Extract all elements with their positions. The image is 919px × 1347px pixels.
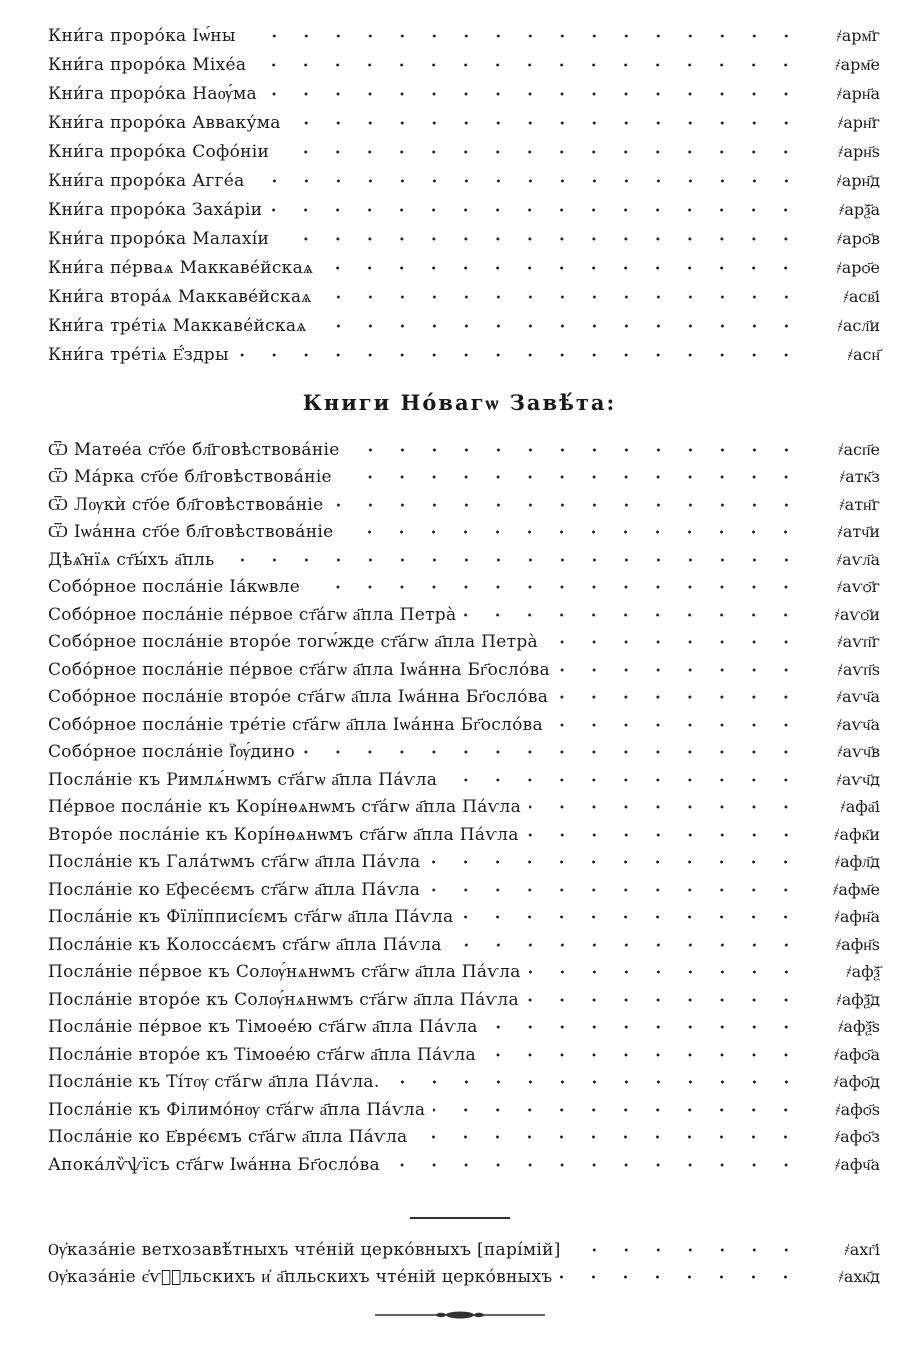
entry-page-number: ҂афн҃а bbox=[834, 907, 880, 927]
dot-leader bbox=[254, 63, 802, 67]
toc-entry bbox=[48, 986, 880, 1014]
entry-title: Кни́га втора́ѧ Маккаве́йскаѧ bbox=[48, 286, 312, 307]
appendix-list bbox=[48, 1236, 880, 1290]
dot-leader bbox=[529, 805, 802, 809]
toc-entry bbox=[48, 656, 880, 684]
entry-page-number: ҂арн҃г bbox=[837, 112, 880, 132]
entry-page-number: ҂аѵч҃д bbox=[836, 769, 880, 789]
toc-entry bbox=[48, 546, 880, 574]
entry-title: Кни́га проро́ка Міхе́а bbox=[48, 54, 247, 75]
entry-page-number: ҂атк҃з bbox=[839, 467, 880, 487]
toc-entry bbox=[48, 491, 880, 519]
toc-entry bbox=[48, 1014, 880, 1042]
entry-title: Ѹ҆каза́ніе ветхозавѣ́тныхъ чте́ній церко́вныхъ [парі́мій] bbox=[48, 1239, 561, 1260]
dot-leader bbox=[223, 558, 802, 562]
entry-title: Второ́е посла́ніе къ Корі́нѳѧнѡмъ ст҃а́гѡ а҃пла Па́ѵла bbox=[48, 824, 519, 845]
entry-title: Пе́рвое посла́ніе къ Корі́нѳѧнѡмъ ст҃а́гѡ а҃пла Па́ѵла bbox=[48, 797, 522, 818]
dot-leader bbox=[445, 778, 802, 782]
entry-page-number: ҂ахк҃д bbox=[838, 1266, 880, 1286]
entry-page-number: ҂афѯ҃ѕ bbox=[838, 1017, 880, 1037]
dot-leader bbox=[388, 1163, 802, 1167]
entry-title: Посла́ніе ко Е҆фесе́ємъ ст҃а́гѡ а҃пла Па́ѵла bbox=[48, 879, 421, 900]
toc-entry bbox=[48, 340, 880, 369]
entry-title: Собо́рное посла́ніе пе́рвое ст҃а́гѡ а҃пла Іѡа́нна Бг҃осло́ва bbox=[48, 659, 550, 680]
entry-title: Кни́га тре́тіѧ Е҆́здры bbox=[48, 344, 229, 365]
toc-entry bbox=[48, 1124, 880, 1152]
dot-leader bbox=[341, 530, 802, 534]
entry-page-number: ҂арн҃а bbox=[836, 83, 880, 103]
entry-title: Кни́га проро́ка Софо́ніи bbox=[48, 141, 270, 162]
entry-page-number: ҂арѻ҃в bbox=[836, 228, 880, 248]
entry-page-number: ҂аѵѻ҃и bbox=[834, 604, 880, 624]
dot-leader bbox=[450, 943, 802, 947]
entry-page-number: ҂афѻ҃з bbox=[834, 1127, 880, 1147]
dot-leader bbox=[546, 640, 802, 644]
dot-leader bbox=[461, 915, 802, 919]
toc-entry bbox=[48, 1263, 880, 1290]
dot-leader bbox=[415, 1135, 802, 1139]
entry-page-number: ҂ахг҃і bbox=[844, 1239, 880, 1259]
dot-leader bbox=[315, 324, 802, 328]
entry-page-number: ҂афѯ҃ bbox=[846, 962, 880, 982]
toc-entry bbox=[48, 224, 880, 253]
entry-page-number: ҂афч҃а bbox=[835, 1154, 880, 1174]
entry-page-number: ҂аѵп҃ѕ bbox=[837, 659, 880, 679]
entry-title: Посла́ніе къ Римлѧ́нѡмъ ст҃а́гѡ а҃пла Па́ѵла bbox=[48, 769, 438, 790]
entry-title: Собо́рное посла́ніе тре́тіе ст҃а́гѡ а҃пла Іѡа́нна Бг҃осло́ва bbox=[48, 714, 543, 735]
entry-title: Собо́рное посла́ніе второ́е тогѡ́жде ст҃а́гѡ а҃пла Петра̀ bbox=[48, 632, 538, 653]
dot-leader bbox=[388, 1080, 802, 1084]
entry-page-number: ҂аѵѻ҃г bbox=[836, 577, 880, 597]
entry-page-number: ҂атн҃г bbox=[839, 494, 880, 514]
dot-leader bbox=[237, 353, 802, 357]
entry-title: Кни́га проро́ка Агге́а bbox=[48, 170, 245, 191]
dot-leader bbox=[428, 888, 802, 892]
entry-title: Посла́ніе ко Е҆вре́ємъ ст҃а́гѡ а҃пла Па́ѵла bbox=[48, 1127, 408, 1148]
dot-leader bbox=[277, 237, 802, 241]
entry-page-number: ҂афѻ҃ѕ bbox=[835, 1099, 880, 1119]
entry-title: Кни́га проро́ка Іѡ́ны bbox=[48, 25, 236, 46]
entry-page-number: ҂афѻ҃а bbox=[834, 1044, 880, 1064]
entry-title: Ѹ҆каза́ніе є҆ѵⷢ҇льскихъ и҆ а҃пльскихъ чте́ній церко́вныхъ bbox=[48, 1266, 553, 1287]
entry-title: Кни́га проро́ка Наѹ́ма bbox=[48, 83, 257, 104]
entry-page-number: ҂арм҃е bbox=[835, 54, 880, 74]
entry-page-number: ҂афн҃ѕ bbox=[835, 934, 880, 954]
section-divider bbox=[410, 1217, 510, 1219]
dot-leader bbox=[527, 998, 802, 1002]
dot-leader bbox=[320, 295, 802, 299]
entry-title: Собо́рное посла́ніе второ́е ст҃а́гѡ а҃пла Іѡа́нна Бг҃осло́ва bbox=[48, 687, 549, 708]
entry-title: Посла́ніе къ Фїлїпписі́ємъ ст҃а́гѡ а҃пла Па́ѵла bbox=[48, 907, 454, 928]
entry-page-number: ҂афм҃е bbox=[833, 879, 880, 899]
new-testament-heading: Книги Но́вагѡ Завѣ́та: bbox=[302, 390, 617, 415]
dot-leader bbox=[253, 179, 802, 183]
entry-title: Дѣѧ̑нїѧ ст҃ы́хъ а҃пль bbox=[48, 549, 215, 570]
dot-leader bbox=[308, 585, 802, 589]
toc-entry bbox=[48, 166, 880, 195]
dot-leader bbox=[332, 503, 802, 507]
dot-leader bbox=[484, 1053, 802, 1057]
entry-title: Посла́ніе къ Колосса́ємъ ст҃а́гѡ а҃пла Па́ѵла bbox=[48, 934, 442, 955]
toc-entry bbox=[48, 794, 880, 822]
entry-title: Ѿ Ма́рка ст҃о́е бл҃говѣствова́ніе bbox=[48, 467, 332, 488]
dot-leader bbox=[558, 668, 802, 672]
entry-title: Собо́рное посла́ніе Іа́кѡвле bbox=[48, 577, 301, 598]
toc-entry bbox=[48, 50, 880, 79]
toc-entry bbox=[48, 959, 880, 987]
entry-title: Собо́рное посла́ніе Ї҆ѹ́дино bbox=[48, 742, 296, 763]
toc-entry bbox=[48, 629, 880, 657]
entry-page-number: ҂афа҃і bbox=[840, 797, 880, 817]
toc-entry bbox=[48, 519, 880, 547]
toc-entry bbox=[48, 931, 880, 959]
entry-title: Посла́ніе къ Філимо́нѹ ст҃а́гѡ а҃пла Па́ѵла bbox=[48, 1099, 426, 1120]
entry-page-number: ҂афл҃д bbox=[834, 852, 880, 872]
entry-title: Посла́ніе второ́е къ Тімоѳе́ю ст҃а́гѡ а҃пла Па́ѵла bbox=[48, 1044, 476, 1065]
toc-entry bbox=[48, 108, 880, 137]
dot-leader bbox=[265, 92, 802, 96]
dot-leader bbox=[289, 121, 802, 125]
dot-leader bbox=[529, 970, 802, 974]
toc-entry bbox=[48, 849, 880, 877]
dot-leader bbox=[321, 266, 802, 270]
toc-entry bbox=[48, 766, 880, 794]
entry-title: Апока́лѷѱїсъ ст҃а́гѡ Іѡа́нна Бг҃осло́ва bbox=[48, 1154, 380, 1175]
toc-entry bbox=[48, 282, 880, 311]
entry-title: Кни́га тре́тіѧ Маккаве́йскаѧ bbox=[48, 315, 307, 336]
dot-leader bbox=[486, 1025, 802, 1029]
entry-page-number: ҂арѯ҃а bbox=[839, 199, 880, 219]
toc-entry bbox=[48, 464, 880, 492]
dot-leader bbox=[433, 1108, 802, 1112]
entry-title: Кни́га проро́ка Заха́ріи bbox=[48, 199, 263, 220]
toc-entry bbox=[48, 821, 880, 849]
entry-title: Кни́га пе́рваѧ Маккаве́йскаѧ bbox=[48, 257, 314, 278]
entry-page-number: ҂асл҃и bbox=[837, 315, 880, 335]
toc-entry bbox=[48, 195, 880, 224]
toc-entry bbox=[48, 1151, 880, 1179]
toc-entry bbox=[48, 21, 880, 50]
dot-leader bbox=[270, 208, 802, 212]
entry-page-number: ҂афѻ҃д bbox=[833, 1072, 880, 1092]
toc-entry bbox=[48, 436, 880, 464]
dot-leader bbox=[556, 695, 802, 699]
toc-entry bbox=[48, 311, 880, 340]
entry-page-number: ҂арн҃ѕ bbox=[838, 141, 880, 161]
dot-leader bbox=[527, 833, 802, 837]
entry-title: Ѿ Лѹкѝ ст҃о́е бл҃говѣствова́ніе bbox=[48, 494, 324, 515]
old-testament-list bbox=[48, 21, 880, 369]
entry-page-number: ҂арн҃д bbox=[836, 170, 880, 190]
toc-entry bbox=[48, 79, 880, 108]
entry-title: Ѿ Іѡа́нна ст҃о́е бл҃говѣствова́ніе bbox=[48, 522, 334, 543]
entry-title: Посла́ніе къ Гала́тѡмъ ст҃а́гѡ а҃пла Па́ѵла bbox=[48, 852, 421, 873]
toc-entry bbox=[48, 711, 880, 739]
dot-leader bbox=[428, 860, 802, 864]
toc-entry bbox=[48, 739, 880, 767]
ornament-divider bbox=[375, 1311, 545, 1319]
entry-page-number: ҂аѵч҃а bbox=[836, 687, 880, 707]
entry-page-number: ҂аѵч҃а bbox=[836, 714, 880, 734]
entry-title: Ѿ Матѳе́а ст҃о́е бл҃говѣствова́ніе bbox=[48, 439, 340, 460]
dot-leader bbox=[244, 34, 802, 38]
entry-title: Посла́ніе второ́е къ Солѹ́нѧнѡмъ ст҃а́гѡ а҃пла Па́ѵла bbox=[48, 989, 519, 1010]
dot-leader bbox=[464, 613, 802, 617]
entry-title: Кни́га проро́ка Авваку́ма bbox=[48, 112, 281, 133]
toc-entry bbox=[48, 601, 880, 629]
toc-entry bbox=[48, 574, 880, 602]
toc-entry bbox=[48, 1236, 880, 1263]
entry-page-number: ҂асн҃ bbox=[847, 344, 880, 364]
entry-title: Посла́ніе пе́рвое къ Тімоѳе́ю ст҃а́гѡ а҃пла Па́ѵла bbox=[48, 1017, 478, 1038]
toc-entry bbox=[48, 1041, 880, 1069]
entry-page-number: ҂аѵп҃г bbox=[837, 632, 880, 652]
toc-entry bbox=[48, 684, 880, 712]
entry-page-number: ҂арѻ҃е bbox=[836, 257, 880, 277]
toc-entry bbox=[48, 1069, 880, 1097]
dot-leader bbox=[569, 1248, 802, 1252]
entry-title: Посла́ніе пе́рвое къ Солѹ́нѧнѡмъ ст҃а́гѡ а҃пла Па́ѵла bbox=[48, 962, 521, 983]
entry-page-number: ҂аѵч҃в bbox=[837, 742, 880, 762]
dot-leader bbox=[348, 448, 802, 452]
entry-title: Собо́рное посла́ніе пе́рвое ст҃а́гѡ а҃пла Петра̀ bbox=[48, 604, 457, 625]
dot-leader bbox=[303, 750, 802, 754]
toc-entry bbox=[48, 137, 880, 166]
entry-page-number: ҂асп҃е bbox=[838, 439, 880, 459]
entry-page-number: ҂арм҃г bbox=[836, 25, 880, 45]
entry-page-number: ҂афк҃и bbox=[834, 824, 880, 844]
new-testament-list bbox=[48, 436, 880, 1179]
dot-leader bbox=[340, 475, 802, 479]
dot-leader bbox=[560, 1275, 802, 1279]
dot-leader bbox=[277, 150, 802, 154]
entry-title: Посла́ніе къ Ті́тѹ ст҃а́гѡ а҃пла Па́ѵла. bbox=[48, 1072, 380, 1093]
toc-entry bbox=[48, 1096, 880, 1124]
entry-page-number: ҂афѯ҃д bbox=[836, 989, 880, 1009]
dot-leader bbox=[551, 723, 802, 727]
toc-entry bbox=[48, 904, 880, 932]
entry-title: Кни́га проро́ка Малахі́и bbox=[48, 228, 270, 249]
entry-page-number: ҂асв҃і bbox=[843, 286, 880, 306]
entry-page-number: ҂атч҃и bbox=[837, 522, 880, 542]
entry-page-number: ҂аѵл҃а bbox=[836, 549, 880, 569]
toc-entry bbox=[48, 253, 880, 282]
toc-entry bbox=[48, 876, 880, 904]
